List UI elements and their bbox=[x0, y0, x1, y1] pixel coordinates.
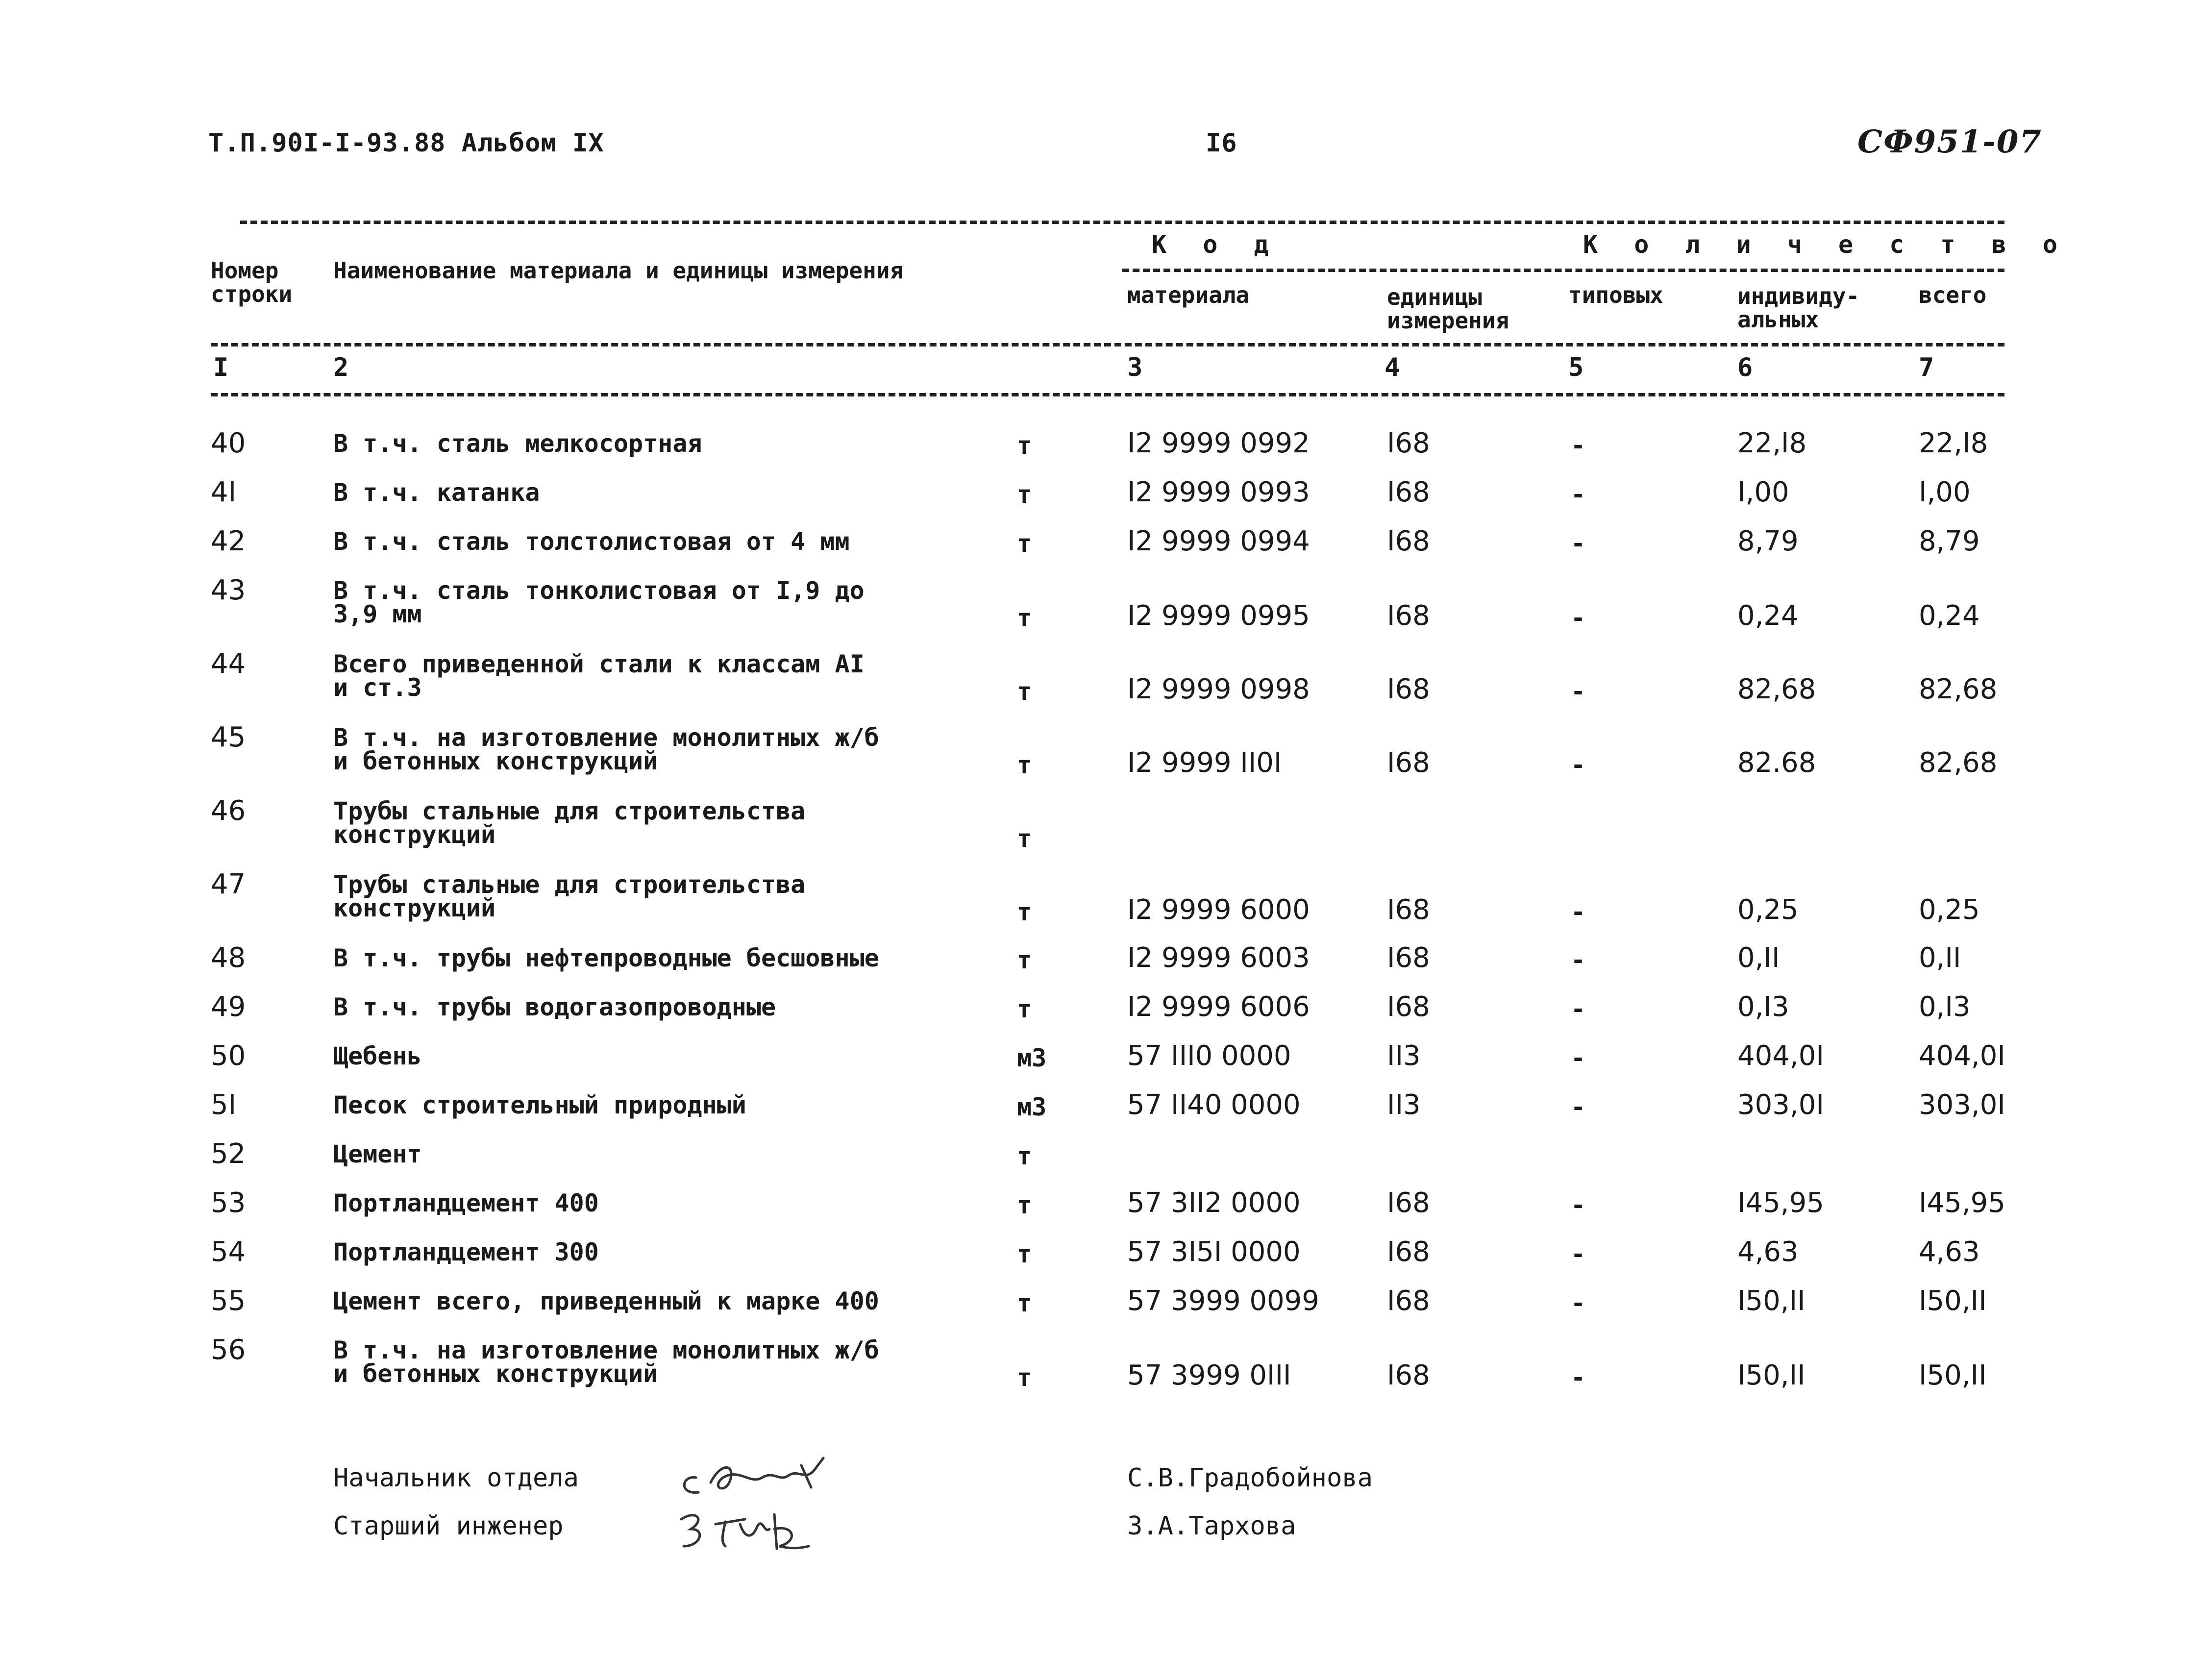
unit-code: I68 bbox=[1387, 1359, 1430, 1391]
handwritten-signature-head bbox=[676, 1448, 843, 1502]
signature-role-engineer: Старший инженер bbox=[333, 1511, 564, 1541]
column-number-2: 2 bbox=[333, 353, 349, 382]
row-number: 5I bbox=[211, 1089, 237, 1121]
material-name: конструкций bbox=[333, 820, 496, 849]
unit-code: I68 bbox=[1387, 1187, 1430, 1219]
row-number: 55 bbox=[211, 1285, 246, 1317]
unit-of-measure: т bbox=[1017, 529, 1032, 558]
qty-total: 82,68 bbox=[1919, 747, 1998, 779]
unit-of-measure: т bbox=[1017, 898, 1032, 926]
row-number: 4I bbox=[211, 476, 237, 508]
unit-of-measure: т bbox=[1017, 604, 1032, 632]
qty-individual: 82.68 bbox=[1737, 747, 1816, 779]
material-name: Щебень bbox=[333, 1042, 422, 1070]
row-number: 53 bbox=[211, 1187, 246, 1219]
material-code: I2 9999 0993 bbox=[1127, 476, 1310, 508]
unit-of-measure: м3 bbox=[1017, 1093, 1047, 1121]
material-name: В т.ч. на изготовление монолитных ж/б bbox=[333, 1336, 879, 1364]
unit-of-measure: т bbox=[1017, 1240, 1032, 1268]
row-number: 50 bbox=[211, 1040, 246, 1072]
material-code: 57 II40 0000 bbox=[1127, 1089, 1301, 1121]
unit-of-measure: т bbox=[1017, 431, 1032, 460]
signature-role-head: Начальник отдела bbox=[333, 1463, 579, 1493]
material-name: Трубы стальные для строительства bbox=[333, 870, 806, 899]
material-code: I2 9999 6006 bbox=[1127, 991, 1310, 1023]
column-number-4: 4 bbox=[1385, 353, 1400, 382]
header-code-group: К о д bbox=[1152, 230, 1280, 259]
qty-typical: - bbox=[1571, 677, 1586, 706]
material-name: Цемент bbox=[333, 1140, 422, 1168]
qty-typical: - bbox=[1571, 529, 1586, 558]
row-number: 49 bbox=[211, 991, 246, 1023]
qty-typical: - bbox=[1571, 946, 1586, 974]
qty-typical: - bbox=[1571, 604, 1586, 632]
unit-code: I68 bbox=[1387, 476, 1430, 508]
qty-typical: - bbox=[1571, 480, 1586, 509]
qty-individual: 404,0I bbox=[1737, 1040, 1824, 1072]
unit-code: I68 bbox=[1387, 747, 1430, 779]
material-name: и ст.3 bbox=[333, 673, 422, 702]
qty-individual: 0,II bbox=[1737, 942, 1780, 974]
qty-total: I50,II bbox=[1919, 1359, 1987, 1391]
unit-code: II3 bbox=[1387, 1089, 1421, 1121]
qty-total: 22,I8 bbox=[1919, 427, 1988, 459]
qty-total: 404,0I bbox=[1919, 1040, 2005, 1072]
page-number: I6 bbox=[1206, 128, 1237, 158]
material-name: конструкций bbox=[333, 894, 496, 922]
row-number: 42 bbox=[211, 525, 246, 557]
qty-individual: 8,79 bbox=[1737, 525, 1799, 557]
material-code: I2 9999 6000 bbox=[1127, 894, 1310, 926]
header-code-unit: единицы измерения bbox=[1387, 284, 1509, 334]
table-top-rule bbox=[240, 221, 2004, 224]
row-number: 44 bbox=[211, 648, 246, 680]
qty-individual: I45,95 bbox=[1737, 1187, 1824, 1219]
unit-of-measure: т bbox=[1017, 1289, 1032, 1317]
unit-of-measure: т bbox=[1017, 1363, 1032, 1392]
column-number-5: 5 bbox=[1568, 353, 1584, 382]
material-code: I2 9999 0995 bbox=[1127, 600, 1310, 632]
unit-of-measure: м3 bbox=[1017, 1044, 1047, 1072]
signature-name-engineer: З.А.Тархова bbox=[1127, 1511, 1296, 1541]
qty-typical: - bbox=[1571, 1191, 1586, 1219]
material-code: 57 3II2 0000 bbox=[1127, 1187, 1301, 1219]
qty-total: 82,68 bbox=[1919, 673, 1998, 705]
material-name: Песок строительный природный bbox=[333, 1091, 746, 1119]
qty-typical: - bbox=[1571, 1240, 1586, 1268]
archive-stamp: СФ951-07 bbox=[1857, 124, 2042, 160]
qty-total: 0,24 bbox=[1919, 600, 1980, 632]
qty-individual: 82,68 bbox=[1737, 673, 1816, 705]
header-sub-rule bbox=[1122, 269, 2004, 272]
qty-typical: - bbox=[1571, 751, 1586, 779]
material-code: I2 9999 0998 bbox=[1127, 673, 1310, 705]
header-mid-rule bbox=[211, 343, 2004, 346]
material-name: и бетонных конструкций bbox=[333, 1359, 658, 1388]
material-code: 57 3999 0099 bbox=[1127, 1285, 1319, 1317]
qty-total: 0,II bbox=[1919, 942, 1961, 974]
header-row-number: Номер строки bbox=[211, 257, 293, 307]
material-code: 57 III0 0000 bbox=[1127, 1040, 1291, 1072]
row-number: 43 bbox=[211, 574, 246, 606]
qty-total: I50,II bbox=[1919, 1285, 1987, 1317]
qty-typical: - bbox=[1571, 1289, 1586, 1317]
material-name: Трубы стальные для строительства bbox=[333, 797, 806, 825]
unit-of-measure: т bbox=[1017, 1191, 1032, 1219]
unit-code: I68 bbox=[1387, 1236, 1430, 1268]
qty-individual: 0,I3 bbox=[1737, 991, 1789, 1023]
unit-code: I68 bbox=[1387, 600, 1430, 632]
row-number: 48 bbox=[211, 942, 246, 974]
unit-code: I68 bbox=[1387, 1285, 1430, 1317]
row-number: 56 bbox=[211, 1334, 246, 1366]
row-number: 40 bbox=[211, 427, 246, 459]
header-qty-typical: типовых bbox=[1568, 282, 1663, 308]
row-number: 52 bbox=[211, 1138, 246, 1170]
unit-of-measure: т bbox=[1017, 995, 1032, 1023]
qty-typical: - bbox=[1571, 1044, 1586, 1072]
unit-code: I68 bbox=[1387, 942, 1430, 974]
material-name: Цемент всего, приведенный к марке 400 bbox=[333, 1287, 879, 1315]
header-material-name: Наименование материала и единицы измерения bbox=[333, 257, 904, 284]
qty-individual: I50,II bbox=[1737, 1359, 1805, 1391]
material-name: В т.ч. сталь тонколистовая от I,9 до bbox=[333, 576, 865, 605]
document-reference: Т.П.90I-I-93.88 Альбом IX bbox=[208, 128, 604, 158]
unit-of-measure: т bbox=[1017, 824, 1032, 853]
handwritten-signature-engineer bbox=[671, 1500, 818, 1558]
unit-code: I68 bbox=[1387, 991, 1430, 1023]
material-name: В т.ч. трубы водогазопроводные bbox=[333, 993, 776, 1021]
material-name: Портландцемент 400 bbox=[333, 1189, 599, 1217]
qty-total: 0,25 bbox=[1919, 894, 1980, 926]
material-name: 3,9 мм bbox=[333, 600, 422, 628]
unit-code: II3 bbox=[1387, 1040, 1421, 1072]
material-code: I2 9999 6003 bbox=[1127, 942, 1310, 974]
qty-total: I,00 bbox=[1919, 476, 1971, 508]
material-code: 57 3999 0III bbox=[1127, 1359, 1291, 1391]
unit-code: I68 bbox=[1387, 427, 1430, 459]
material-name: В т.ч. трубы нефтепроводные бесшовные bbox=[333, 944, 879, 972]
qty-individual: 0,24 bbox=[1737, 600, 1799, 632]
row-number: 45 bbox=[211, 721, 246, 753]
qty-typical: - bbox=[1571, 431, 1586, 460]
header-bottom-rule bbox=[211, 393, 2004, 396]
signature-name-head: С.В.Градобойнова bbox=[1127, 1463, 1373, 1493]
material-name: В т.ч. сталь толстолистовая от 4 мм bbox=[333, 527, 850, 556]
material-name: В т.ч. на изготовление монолитных ж/б bbox=[333, 723, 879, 752]
qty-typical: - bbox=[1571, 1093, 1586, 1121]
qty-individual: I50,II bbox=[1737, 1285, 1805, 1317]
unit-of-measure: т bbox=[1017, 946, 1032, 974]
material-code: I2 9999 0992 bbox=[1127, 427, 1310, 459]
qty-total: 8,79 bbox=[1919, 525, 1980, 557]
qty-total: I45,95 bbox=[1919, 1187, 2005, 1219]
material-name: и бетонных конструкций bbox=[333, 747, 658, 775]
material-code: 57 3I5I 0000 bbox=[1127, 1236, 1301, 1268]
material-name: В т.ч. катанка bbox=[333, 478, 540, 507]
qty-typical: - bbox=[1571, 995, 1586, 1023]
unit-of-measure: т bbox=[1017, 480, 1032, 509]
unit-of-measure: т bbox=[1017, 677, 1032, 706]
header-quantity-group: К о л и ч е с т в о bbox=[1583, 230, 2068, 259]
row-number: 46 bbox=[211, 795, 246, 827]
qty-individual: 303,0I bbox=[1737, 1089, 1824, 1121]
qty-total: 303,0I bbox=[1919, 1089, 2005, 1121]
qty-individual: 22,I8 bbox=[1737, 427, 1807, 459]
qty-individual: I,00 bbox=[1737, 476, 1789, 508]
column-number-7: 7 bbox=[1919, 353, 1934, 382]
column-number-1: I bbox=[213, 353, 229, 382]
material-code: I2 9999 II0I bbox=[1127, 747, 1282, 779]
column-number-3: 3 bbox=[1127, 353, 1143, 382]
unit-code: I68 bbox=[1387, 673, 1430, 705]
header-qty-total: всего bbox=[1919, 282, 1987, 308]
header-code-material: материала bbox=[1127, 282, 1250, 308]
qty-individual: 0,25 bbox=[1737, 894, 1799, 926]
column-number-6: 6 bbox=[1737, 353, 1753, 382]
unit-of-measure: т bbox=[1017, 751, 1032, 779]
unit-of-measure: т bbox=[1017, 1142, 1032, 1170]
material-name: В т.ч. сталь мелкосортная bbox=[333, 429, 702, 458]
unit-code: I68 bbox=[1387, 525, 1430, 557]
row-number: 47 bbox=[211, 868, 246, 900]
unit-code: I68 bbox=[1387, 894, 1430, 926]
material-code: I2 9999 0994 bbox=[1127, 525, 1310, 557]
row-number: 54 bbox=[211, 1236, 246, 1268]
qty-individual: 4,63 bbox=[1737, 1236, 1799, 1268]
qty-total: 4,63 bbox=[1919, 1236, 1980, 1268]
qty-typical: - bbox=[1571, 1363, 1586, 1392]
header-qty-individual: индивиду- альных bbox=[1737, 283, 1860, 333]
qty-typical: - bbox=[1571, 898, 1586, 926]
qty-total: 0,I3 bbox=[1919, 991, 1971, 1023]
material-name: Всего приведенной стали к классам AI bbox=[333, 650, 865, 678]
material-name: Портландцемент 300 bbox=[333, 1238, 599, 1266]
